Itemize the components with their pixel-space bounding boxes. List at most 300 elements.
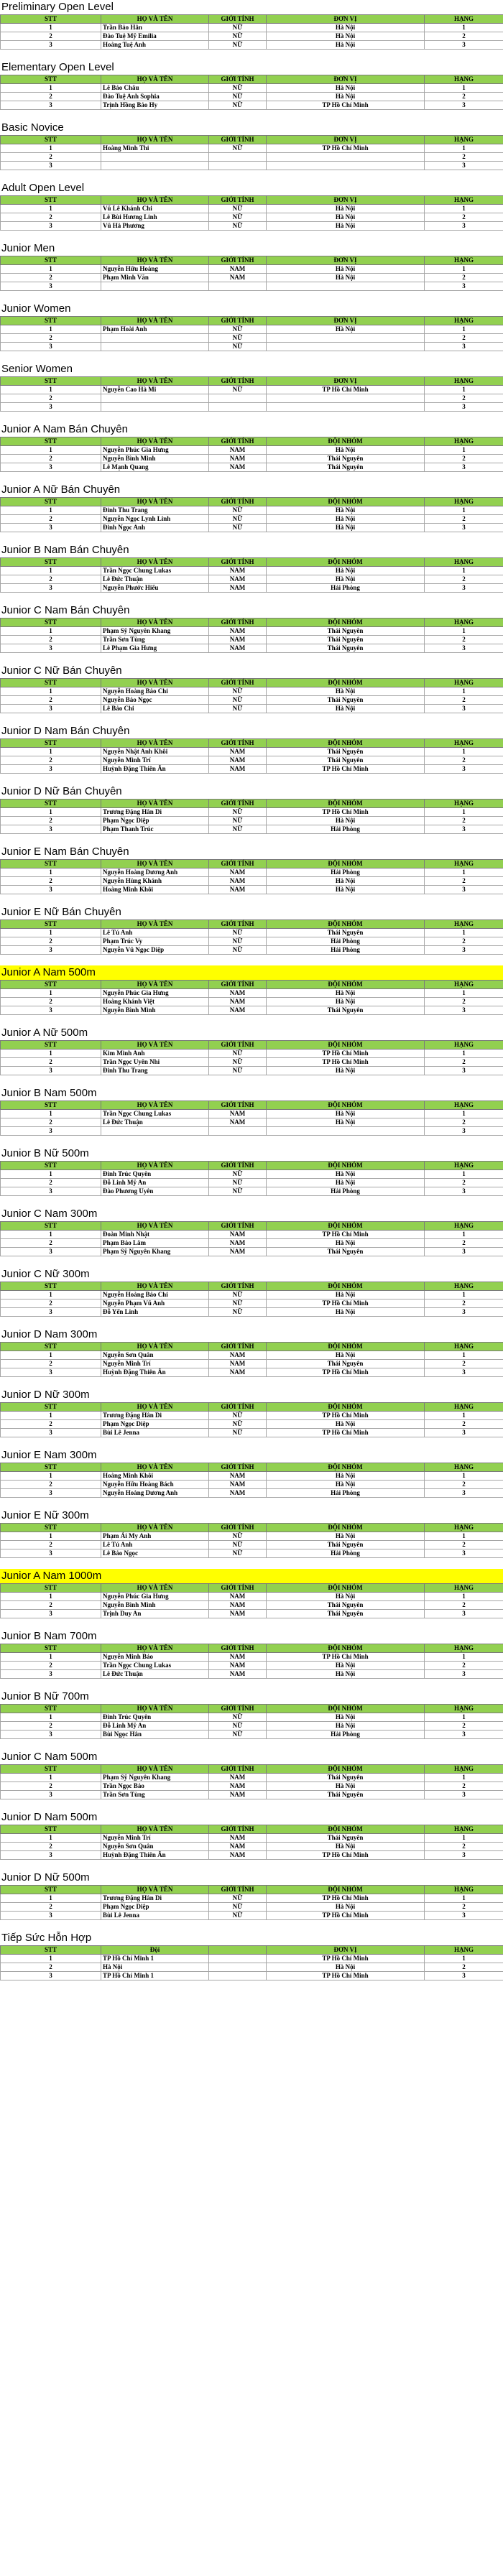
gender-cell: NỮ	[209, 93, 267, 101]
unit-cell: Hà Nội	[267, 1670, 425, 1679]
unit-cell: TP Hồ Chí Minh	[267, 808, 425, 817]
column-header: HẠNG	[425, 739, 503, 748]
place-cell: 1	[425, 687, 503, 696]
place-cell: 2	[425, 696, 503, 705]
column-header: GIỚI TÍNH	[209, 1403, 267, 1412]
athlete-name-cell: Phạm Minh Văn	[101, 274, 209, 282]
gender-cell: NỮ	[209, 1731, 267, 1739]
rank-number-cell: 2	[1, 1299, 101, 1308]
rank-number-cell: 3	[1, 1368, 101, 1377]
unit-cell: Hà Nội	[267, 886, 425, 894]
table-row	[1, 1713, 503, 1722]
column-header: GIỚI TÍNH	[209, 15, 267, 24]
section-title: Junior A Nữ 500m	[1, 1027, 88, 1039]
column-header: ĐỘI NHÓM	[267, 679, 425, 687]
gender-cell: NAM	[209, 1851, 267, 1860]
athlete-name-cell: Trần Bảo Hân	[101, 24, 209, 32]
column-header: HẠNG	[425, 1644, 503, 1653]
column-header: STT	[1, 1403, 101, 1412]
rank-number-cell: 1	[1, 1834, 101, 1843]
table-row	[1, 636, 503, 644]
table-header-row	[1, 1222, 503, 1231]
table-row	[1, 687, 503, 696]
table-row	[1, 213, 503, 222]
rank-number-cell: 2	[1, 334, 101, 343]
column-header: ĐỘI NHÓM	[267, 1403, 425, 1412]
place-cell: 2	[425, 1601, 503, 1610]
column-header: STT	[1, 1886, 101, 1894]
gender-cell: NAM	[209, 1239, 267, 1248]
column-header: HẠNG	[425, 1282, 503, 1291]
results-table	[0, 618, 503, 653]
unit-cell: Hà Nội	[267, 1593, 425, 1601]
section-junior-c-nam-300m	[0, 1207, 503, 1256]
gender-cell: NAM	[209, 1653, 267, 1662]
results-table	[0, 799, 503, 834]
table-row	[1, 946, 503, 955]
column-header: GIỚI TÍNH	[209, 1886, 267, 1894]
rank-number-cell: 3	[1, 584, 101, 593]
rank-number-cell: 2	[1, 1903, 101, 1912]
section-senior-women	[0, 362, 503, 412]
section-title: Junior D Nam Bán Chuyên	[1, 725, 130, 737]
column-header: ĐỘI NHÓM	[267, 1524, 425, 1532]
athlete-name-cell: Nguyễn Phước Hiếu	[101, 584, 209, 593]
place-cell: 1	[425, 446, 503, 455]
gender-cell: NỮ	[209, 1549, 267, 1558]
unit-cell: Hà Nội	[267, 1662, 425, 1670]
column-header: GIỚI TÍNH	[209, 1343, 267, 1351]
unit-cell: Hà Nội	[267, 687, 425, 696]
gender-cell: NAM	[209, 877, 267, 886]
athlete-name-cell: Nguyễn Minh Bảo	[101, 1653, 209, 1662]
section-title: Junior B Nữ 700m	[1, 1690, 89, 1702]
results-table	[0, 1825, 503, 1860]
table-header-row	[1, 800, 503, 808]
table-row	[1, 1541, 503, 1549]
rank-number-cell: 3	[1, 705, 101, 713]
unit-cell: Hải Phòng	[267, 1489, 425, 1498]
place-cell: 3	[425, 524, 503, 532]
place-cell: 2	[425, 1299, 503, 1308]
section-title: Junior Women	[1, 302, 71, 315]
results-table	[0, 376, 503, 412]
table-row	[1, 1662, 503, 1670]
column-header: STT	[1, 498, 101, 506]
column-header: ĐỘI NHÓM	[267, 1101, 425, 1110]
gender-cell	[209, 394, 267, 403]
column-header: HẠNG	[425, 75, 503, 84]
gender-cell: NỮ	[209, 946, 267, 955]
place-cell: 3	[425, 162, 503, 170]
gender-cell: NAM	[209, 584, 267, 593]
column-header: GIỚI TÍNH	[209, 498, 267, 506]
table-row	[1, 101, 503, 110]
table-row	[1, 1110, 503, 1118]
unit-cell: Thái Nguyên	[267, 696, 425, 705]
column-header: ĐỘI NHÓM	[267, 498, 425, 506]
table-row	[1, 1834, 503, 1843]
column-header: HẠNG	[425, 1584, 503, 1593]
rank-number-cell: 1	[1, 1532, 101, 1541]
place-cell: 1	[425, 1472, 503, 1481]
column-header: STT	[1, 1222, 101, 1231]
table-header-row	[1, 739, 503, 748]
rank-number-cell: 3	[1, 1067, 101, 1075]
unit-cell	[267, 343, 425, 351]
column-header: HỌ VÀ TÊN	[101, 1765, 209, 1774]
column-header: HỌ VÀ TÊN	[101, 136, 209, 144]
place-cell: 2	[425, 394, 503, 403]
column-header: GIỚI TÍNH	[209, 860, 267, 868]
unit-cell: Hà Nội	[267, 274, 425, 282]
athlete-name-cell: Nguyễn Hữu Hoàng	[101, 265, 209, 274]
gender-cell: NAM	[209, 748, 267, 756]
gender-cell	[209, 403, 267, 412]
athlete-name-cell: Nguyễn Nhật Anh Khôi	[101, 748, 209, 756]
unit-cell: Hà Nội	[267, 1713, 425, 1722]
athlete-name-cell	[101, 403, 209, 412]
section-title: Junior A Nam 500m	[0, 965, 503, 980]
rank-number-cell: 2	[1, 1118, 101, 1127]
section-junior-women	[0, 302, 503, 351]
athlete-name-cell: Lê Bảo Chi	[101, 705, 209, 713]
place-cell: 1	[425, 386, 503, 394]
table-row	[1, 386, 503, 394]
gender-cell: NỮ	[209, 1187, 267, 1196]
table-header-row	[1, 317, 503, 325]
table-row	[1, 886, 503, 894]
gender-cell: NAM	[209, 265, 267, 274]
rank-number-cell: 3	[1, 1670, 101, 1679]
gender-cell: NAM	[209, 1489, 267, 1498]
place-cell: 2	[425, 1541, 503, 1549]
unit-cell	[267, 1127, 425, 1136]
results-table	[0, 1644, 503, 1679]
athlete-name-cell: Kim Minh Anh	[101, 1050, 209, 1058]
section-title: Junior C Nữ Bán Chuyên	[1, 664, 122, 677]
place-cell: 2	[425, 455, 503, 463]
table-row	[1, 394, 503, 403]
table-row	[1, 1731, 503, 1739]
unit-cell: Hà Nội	[267, 84, 425, 93]
unit-cell: Hà Nội	[267, 1420, 425, 1429]
gender-cell: NỮ	[209, 1420, 267, 1429]
place-cell: 3	[425, 765, 503, 774]
place-cell: 1	[425, 1351, 503, 1360]
column-header: Đội	[101, 1946, 209, 1955]
rank-number-cell: 3	[1, 825, 101, 834]
gender-cell: NAM	[209, 1351, 267, 1360]
athlete-name-cell: Đào Tuệ Mỹ Emilia	[101, 32, 209, 41]
column-header: GIỚI TÍNH	[209, 800, 267, 808]
gender-cell: NAM	[209, 1231, 267, 1239]
column-header: HẠNG	[425, 256, 503, 265]
athlete-name-cell: Nguyễn Minh Trí	[101, 1360, 209, 1368]
table-row	[1, 524, 503, 532]
table-header-row	[1, 679, 503, 687]
rank-number-cell: 1	[1, 1894, 101, 1903]
gender-cell: NỮ	[209, 1179, 267, 1187]
table-row	[1, 627, 503, 636]
section-title: Senior Women	[1, 363, 73, 375]
table-row	[1, 506, 503, 515]
place-cell: 2	[425, 817, 503, 825]
place-cell: 1	[425, 1050, 503, 1058]
results-table	[0, 1523, 503, 1558]
column-header: HỌ VÀ TÊN	[101, 196, 209, 205]
column-header: STT	[1, 1282, 101, 1291]
place-cell: 3	[425, 222, 503, 231]
place-cell: 1	[425, 1653, 503, 1662]
place-cell: 1	[425, 1894, 503, 1903]
column-header: STT	[1, 1041, 101, 1050]
place-cell: 2	[425, 1481, 503, 1489]
gender-cell: NỮ	[209, 1050, 267, 1058]
table-row	[1, 817, 503, 825]
rank-number-cell: 2	[1, 1481, 101, 1489]
table-header-row	[1, 1946, 503, 1955]
athlete-name-cell: Nguyễn Hùng Khánh	[101, 877, 209, 886]
place-cell: 2	[425, 213, 503, 222]
place-cell: 1	[425, 627, 503, 636]
results-table	[0, 497, 503, 532]
column-header: HẠNG	[425, 1524, 503, 1532]
rank-number-cell: 3	[1, 1610, 101, 1618]
rank-number-cell: 1	[1, 1774, 101, 1782]
column-header: HẠNG	[425, 1825, 503, 1834]
table-row	[1, 32, 503, 41]
table-row	[1, 989, 503, 998]
column-header: ĐỘI NHÓM	[267, 1765, 425, 1774]
athlete-name-cell: Trương Đặng Hân Di	[101, 1894, 209, 1903]
gender-cell: NỮ	[209, 41, 267, 50]
section-junior-d-nu-500m	[0, 1871, 503, 1920]
column-header: ĐỘI NHÓM	[267, 1343, 425, 1351]
table-row	[1, 748, 503, 756]
column-header: ĐỘI NHÓM	[267, 1162, 425, 1170]
section-title: Junior B Nam Bán Chuyên	[1, 544, 129, 556]
column-header: GIỚI TÍNH	[209, 1524, 267, 1532]
unit-cell: TP Hồ Chí Minh	[267, 1955, 425, 1963]
table-header-row	[1, 1825, 503, 1834]
table-row	[1, 877, 503, 886]
place-cell: 3	[425, 1851, 503, 1860]
column-header: GIỚI TÍNH	[209, 981, 267, 989]
rank-number-cell: 1	[1, 265, 101, 274]
gender-cell: NỮ	[209, 1170, 267, 1179]
gender-cell: NAM	[209, 446, 267, 455]
place-cell: 1	[425, 929, 503, 937]
column-header: GIỚI TÍNH	[209, 317, 267, 325]
column-header: HẠNG	[425, 136, 503, 144]
column-header: GIỚI TÍNH	[209, 920, 267, 929]
column-header: STT	[1, 256, 101, 265]
table-row	[1, 282, 503, 291]
unit-cell: Hà Nội	[267, 1067, 425, 1075]
place-cell: 2	[425, 515, 503, 524]
unit-cell: TP Hồ Chí Minh	[267, 1429, 425, 1437]
section-junior-e-nu-300m	[0, 1509, 503, 1558]
unit-cell: Hà Nội	[267, 205, 425, 213]
unit-cell: Thái Nguyên	[267, 1360, 425, 1368]
section-junior-d-nam-ban-chuyen	[0, 724, 503, 774]
unit-cell: Hà Nội	[267, 998, 425, 1006]
results-table	[0, 437, 503, 472]
results-table	[0, 557, 503, 593]
table-header-row	[1, 1403, 503, 1412]
unit-cell: Hà Nội	[267, 1179, 425, 1187]
rank-number-cell: 1	[1, 687, 101, 696]
column-header: HỌ VÀ TÊN	[101, 75, 209, 84]
athlete-name-cell	[101, 394, 209, 403]
place-cell: 3	[425, 1308, 503, 1317]
gender-cell: NAM	[209, 1110, 267, 1118]
column-header: GIỚI TÍNH	[209, 1101, 267, 1110]
unit-cell: Hà Nội	[267, 705, 425, 713]
unit-cell: TP Hồ Chí Minh	[267, 101, 425, 110]
unit-cell	[267, 162, 425, 170]
section-junior-e-nam-300m	[0, 1448, 503, 1498]
table-row	[1, 1170, 503, 1179]
athlete-name-cell: Đinh Ngọc Anh	[101, 524, 209, 532]
table-row	[1, 144, 503, 153]
unit-cell: TP Hồ Chí Minh	[267, 144, 425, 153]
rank-number-cell: 2	[1, 817, 101, 825]
unit-cell: Thái Nguyên	[267, 1541, 425, 1549]
unit-cell: TP Hồ Chí Minh	[267, 1050, 425, 1058]
place-cell: 2	[425, 1118, 503, 1127]
gender-cell: NỮ	[209, 1429, 267, 1437]
gender-cell: NỮ	[209, 1722, 267, 1731]
athlete-name-cell: Vũ Lê Khánh Chi	[101, 205, 209, 213]
table-row	[1, 929, 503, 937]
column-header: STT	[1, 15, 101, 24]
athlete-name-cell: Hoàng Minh Thi	[101, 144, 209, 153]
gender-cell	[209, 1963, 267, 1972]
gender-cell: NAM	[209, 627, 267, 636]
place-cell: 2	[425, 1420, 503, 1429]
rank-number-cell: 2	[1, 32, 101, 41]
table-row	[1, 463, 503, 472]
table-row	[1, 93, 503, 101]
section-junior-b-nam-ban-chuyen	[0, 543, 503, 593]
results-table	[0, 919, 503, 955]
section-junior-a-nam-500m	[0, 965, 503, 1015]
table-header-row	[1, 75, 503, 84]
athlete-name-cell: Đinh Trúc Quyên	[101, 1713, 209, 1722]
rank-number-cell: 3	[1, 222, 101, 231]
rank-number-cell: 2	[1, 1843, 101, 1851]
table-header-row	[1, 618, 503, 627]
column-header: HỌ VÀ TÊN	[101, 1524, 209, 1532]
rank-number-cell: 3	[1, 946, 101, 955]
athlete-name-cell: Lê Tú Anh	[101, 1541, 209, 1549]
section-junior-d-nu-ban-chuyen	[0, 784, 503, 834]
place-cell: 3	[425, 1429, 503, 1437]
athlete-name-cell: Hoàng Khánh Việt	[101, 998, 209, 1006]
table-row	[1, 455, 503, 463]
section-title: Elementary Open Level	[1, 61, 114, 73]
rank-number-cell: 3	[1, 1549, 101, 1558]
athlete-name-cell: Phạm Sỹ Nguyên Khang	[101, 1248, 209, 1256]
athlete-name-cell: Đỗ Linh Mỹ An	[101, 1179, 209, 1187]
results-table	[0, 1885, 503, 1920]
table-row	[1, 756, 503, 765]
unit-cell: Hà Nội	[267, 1963, 425, 1972]
table-header-row	[1, 437, 503, 446]
unit-cell: Hà Nội	[267, 265, 425, 274]
column-header: ĐỘI NHÓM	[267, 739, 425, 748]
table-row	[1, 1291, 503, 1299]
athlete-name-cell: Phạm Trúc Vy	[101, 937, 209, 946]
column-header: STT	[1, 1162, 101, 1170]
place-cell: 3	[425, 403, 503, 412]
rank-number-cell: 3	[1, 1429, 101, 1437]
unit-cell: Hà Nội	[267, 325, 425, 334]
place-cell: 2	[425, 636, 503, 644]
athlete-name-cell: Trần Sơn Tùng	[101, 1791, 209, 1799]
table-row	[1, 1179, 503, 1187]
place-cell: 2	[425, 1360, 503, 1368]
unit-cell: Thái Nguyên	[267, 455, 425, 463]
column-header: HỌ VÀ TÊN	[101, 1403, 209, 1412]
table-row	[1, 937, 503, 946]
table-row	[1, 1472, 503, 1481]
column-header: HỌ VÀ TÊN	[101, 1886, 209, 1894]
column-header: GIỚI TÍNH	[209, 1584, 267, 1593]
gender-cell: NAM	[209, 1834, 267, 1843]
gender-cell: NỮ	[209, 84, 267, 93]
column-header: HỌ VÀ TÊN	[101, 920, 209, 929]
gender-cell: NỮ	[209, 929, 267, 937]
athlete-name-cell: Đỗ Linh Mỹ An	[101, 1722, 209, 1731]
athlete-name-cell: Lê Phạm Gia Hưng	[101, 644, 209, 653]
gender-cell: NỮ	[209, 24, 267, 32]
section-junior-men	[0, 241, 503, 291]
section-junior-e-nam-ban-chuyen	[0, 845, 503, 894]
column-header: HỌ VÀ TÊN	[101, 498, 209, 506]
place-cell: 2	[425, 1179, 503, 1187]
section-title: Adult Open Level	[1, 182, 85, 194]
column-header: STT	[1, 860, 101, 868]
unit-cell: Thái Nguyên	[267, 644, 425, 653]
athlete-name-cell: Trần Ngọc Chung Lukas	[101, 567, 209, 575]
column-header: STT	[1, 136, 101, 144]
unit-cell: Hà Nội	[267, 1239, 425, 1248]
rank-number-cell: 1	[1, 506, 101, 515]
table-row	[1, 1299, 503, 1308]
results-table	[0, 1764, 503, 1799]
results-table	[0, 678, 503, 713]
column-header: HẠNG	[425, 317, 503, 325]
rank-number-cell: 1	[1, 144, 101, 153]
rank-number-cell: 1	[1, 929, 101, 937]
table-row	[1, 274, 503, 282]
unit-cell: Hà Nội	[267, 1472, 425, 1481]
table-row	[1, 1851, 503, 1860]
place-cell: 1	[425, 265, 503, 274]
table-row	[1, 1058, 503, 1067]
rank-number-cell: 2	[1, 213, 101, 222]
place-cell: 2	[425, 575, 503, 584]
section-adult-open-level	[0, 181, 503, 231]
section-junior-a-nu-ban-chuyen	[0, 483, 503, 532]
rank-number-cell: 3	[1, 343, 101, 351]
column-header: ĐỘI NHÓM	[267, 800, 425, 808]
place-cell: 3	[425, 1972, 503, 1980]
column-header: STT	[1, 1463, 101, 1472]
